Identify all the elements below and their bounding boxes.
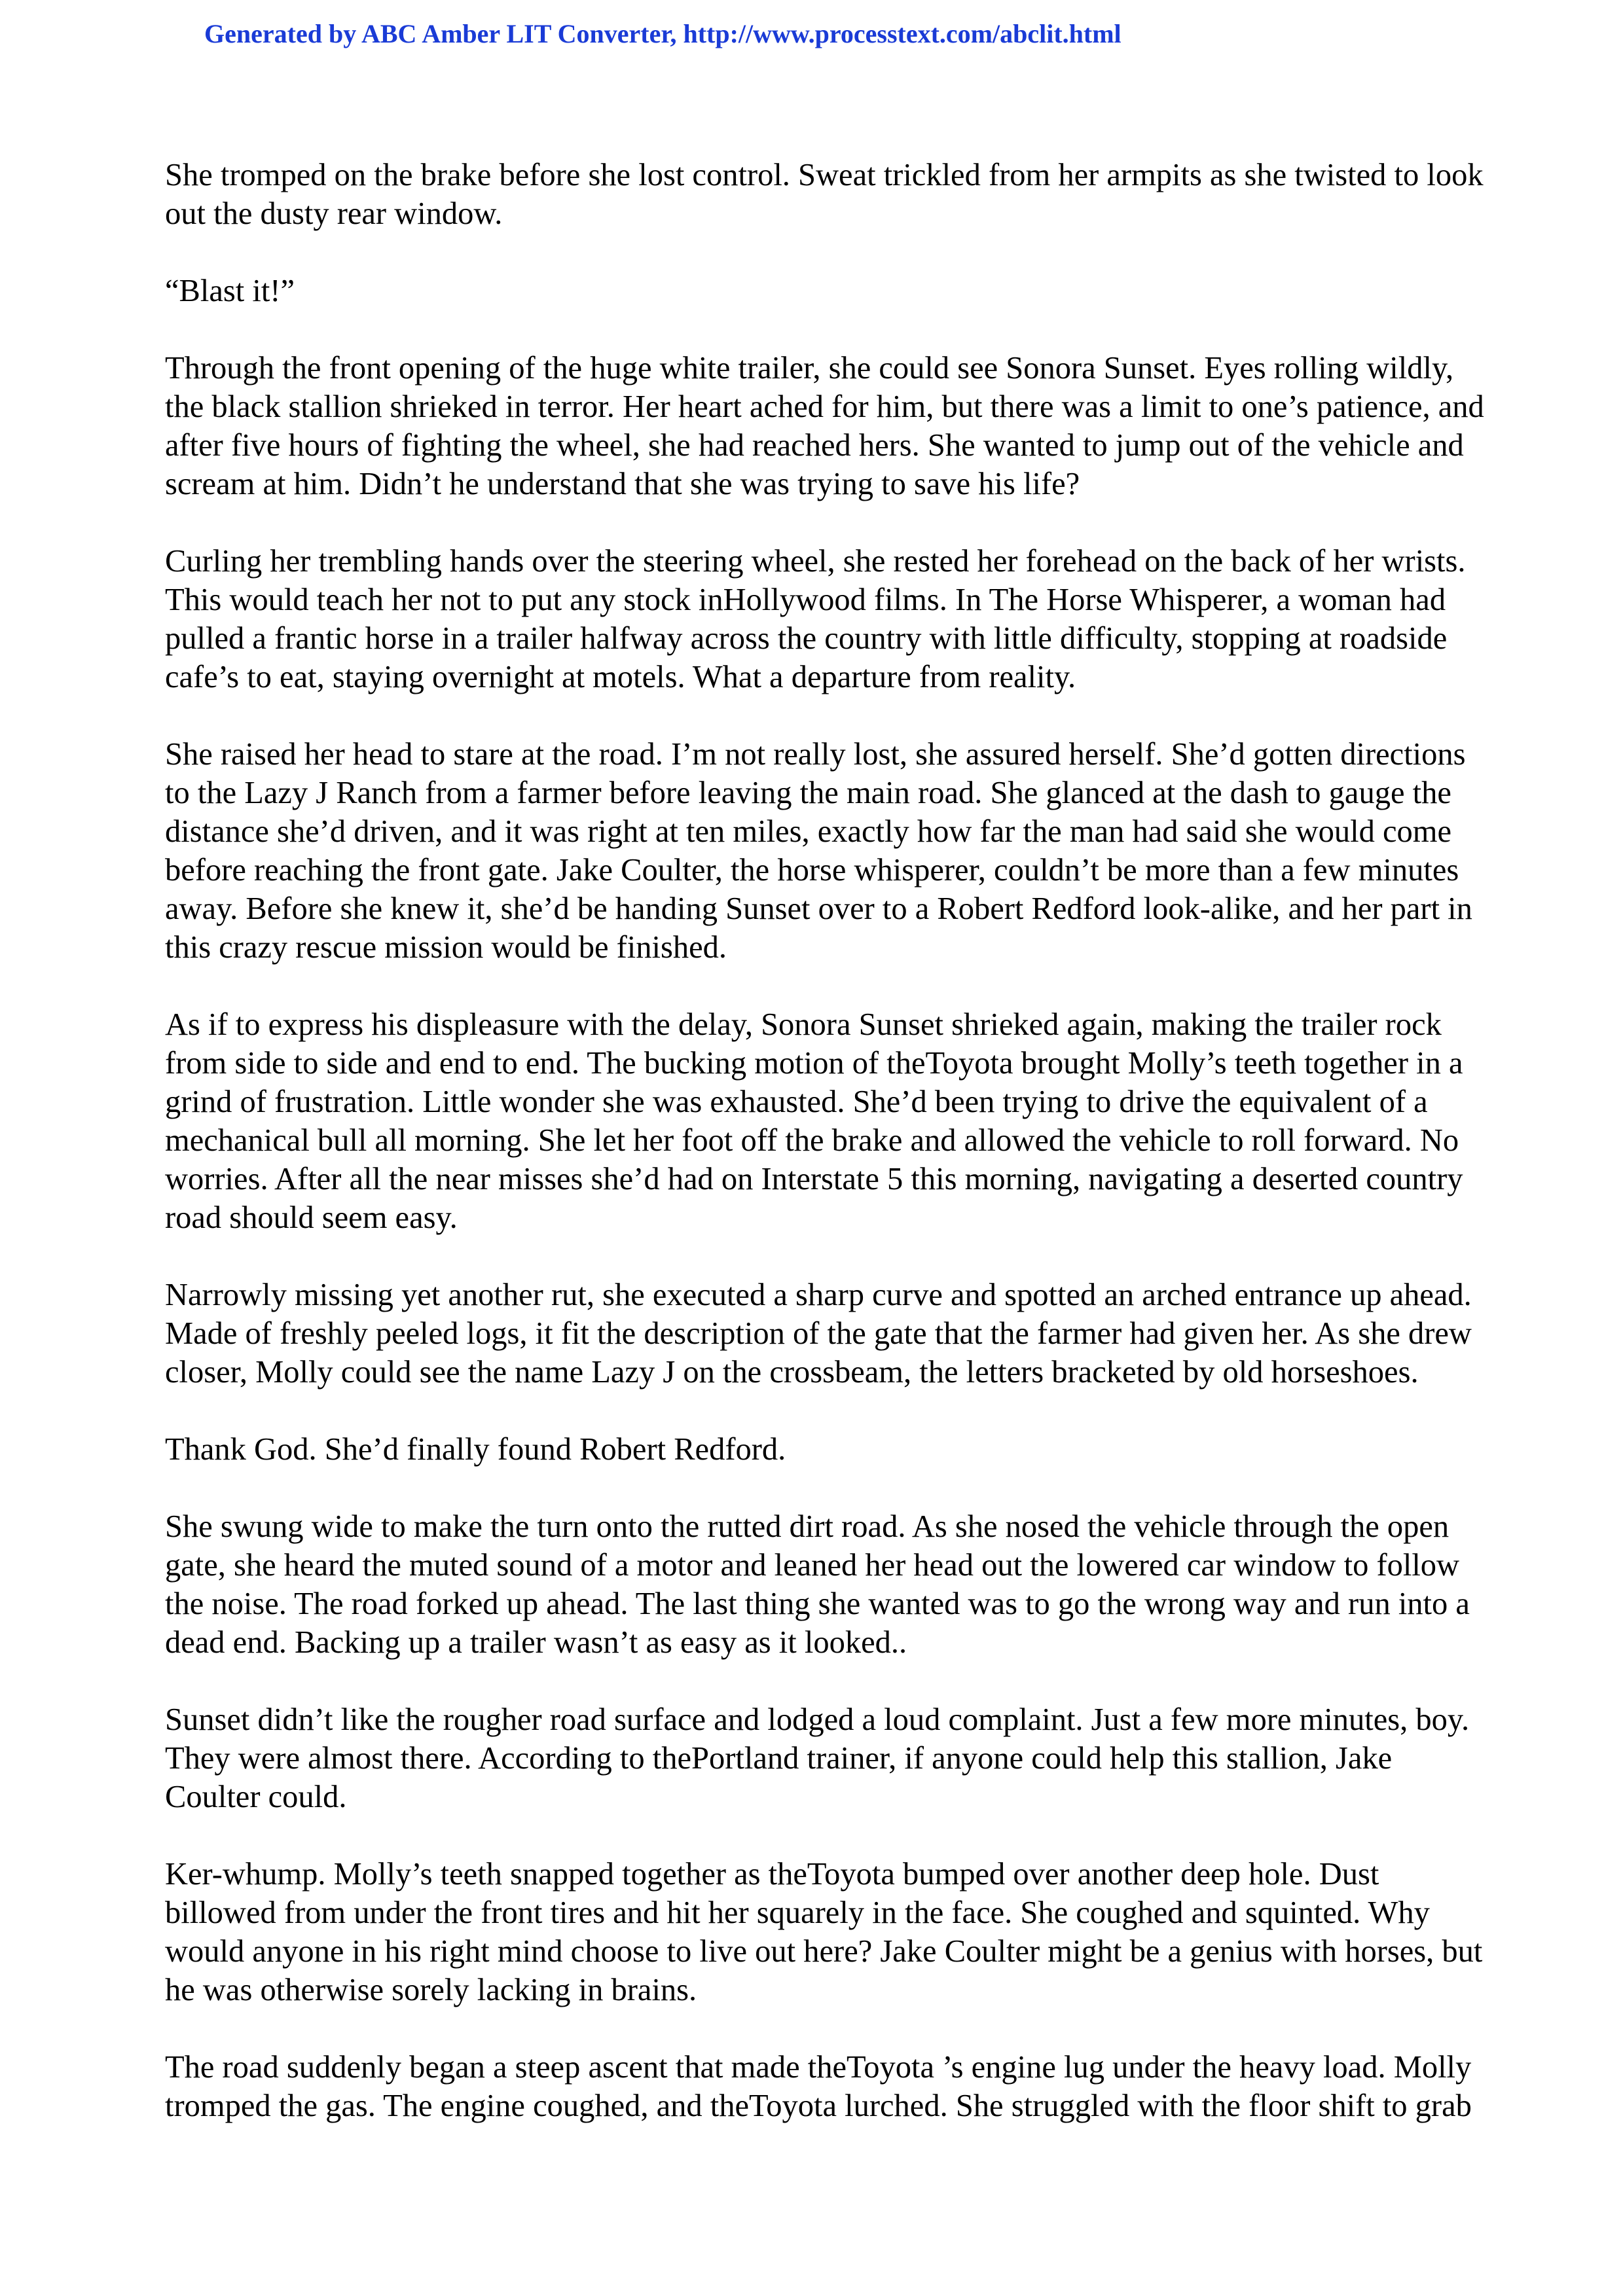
paragraph-6: As if to express his displeasure with the delay, Sonora Sunset shrieked again, making the trailer rock from side to side and end to end. The bucking motion of theToyota brought Molly’s teeth together in a grind of frustration. Little wonder she was exhausted. She’d been trying to drive the equivalent of a mechanical bull all morning. She let her foot off the brake and allowed the vehicle to roll forward. No worries. After all the near misses she’d had on Interstate 5 this morning, navigating a deserted country road should seem easy. — [165, 1007, 1463, 1235]
document-body — [165, 156, 1487, 2125]
paragraph-9: She swung wide to make the turn onto the rutted dirt road. As she nosed the vehicle through the open gate, she heard the muted sound of a motor and leaned her head out the lowered car window to follow the noise. The road forked up ahead. The last thing she wanted was to go the wrong way and run into a dead end. Backing up a trailer wasn’t as easy as it looked.. — [165, 1509, 1470, 1660]
paragraph-10: Sunset didn’t like the rougher road surface and lodged a loud complaint. Just a few more minutes, boy. They were almost there. According to thePortland trainer, if anyone could help this stallion, Jake Coulter could. — [165, 1702, 1470, 1814]
paragraph-2: “Blast it!” — [165, 274, 295, 308]
paragraph-4: Curling her trembling hands over the steering wheel, she rested her forehead on the back of her wrists. This would teach her not to put any stock inHollywood films. In The Horse Whisperer, a woman had pulled a frantic horse in a trailer halfway across the country with little difficulty, stopping at roadside cafe’s to eat, staying overnight at motels. What a departure from reality. — [165, 544, 1466, 694]
paragraph-8: Thank God. She’d finally found Robert Redford. — [165, 1432, 786, 1467]
paragraph-3: Through the front opening of the huge white trailer, she could see Sonora Sunset. Eyes rolling wildly, the black stallion shrieked in terror. Her heart ached for him, but there was a limit to one’s patience, and after five hours of fighting the wheel, she had reached hers. She wanted to jump out of the vehicle and scream at him. Didn’t he understand that she was trying to save his life? — [165, 351, 1484, 501]
paragraph-1: She tromped on the brake before she lost control. Sweat trickled from her armpits as she twisted to look out the dusty rear window. — [165, 158, 1484, 231]
paragraph-11: Ker-whump. Molly’s teeth snapped together as theToyota bumped over another deep hole. Dust billowed from under the front tires and hit her squarely in the face. She coughed and squinted. Why would anyone in his right mind choose to live out here? Jake Coulter might be a genius with horses, but he was otherwise sorely lacking in brains. — [165, 1857, 1483, 2007]
paragraph-12: The road suddenly began a steep ascent that made theToyota ’s engine lug under the heavy load. Molly tromped the gas. The engine coughed, and theToyota lurched. She struggled with the floor shift to grab — [165, 2050, 1472, 2123]
converter-header-link[interactable]: Generated by ABC Amber LIT Converter, http://www.processtext.com/abclit.html — [204, 19, 1122, 48]
paragraph-7: Narrowly missing yet another rut, she executed a sharp curve and spotted an arched entrance up ahead. Made of freshly peeled logs, it fit the description of the gate that the farmer had given her. As she drew closer, Molly could see the name Lazy J on the crossbeam, the letters bracketed by old horseshoes. — [165, 1278, 1472, 1390]
paragraph-5: She raised her head to stare at the road. I’m not really lost, she assured herself. She’d gotten directions to the Lazy J Ranch from a farmer before leaving the main road. She glanced at the dash to gauge the distance she’d driven, and it was right at ten miles, exactly how far the man had said she would come before reaching the front gate. Jake Coulter, the horse whisperer, couldn’t be more than a few minutes away. Before she knew it, she’d be handing Sunset over to a Robert Redford look-alike, and her part in this crazy rescue mission would be finished. — [165, 737, 1472, 965]
